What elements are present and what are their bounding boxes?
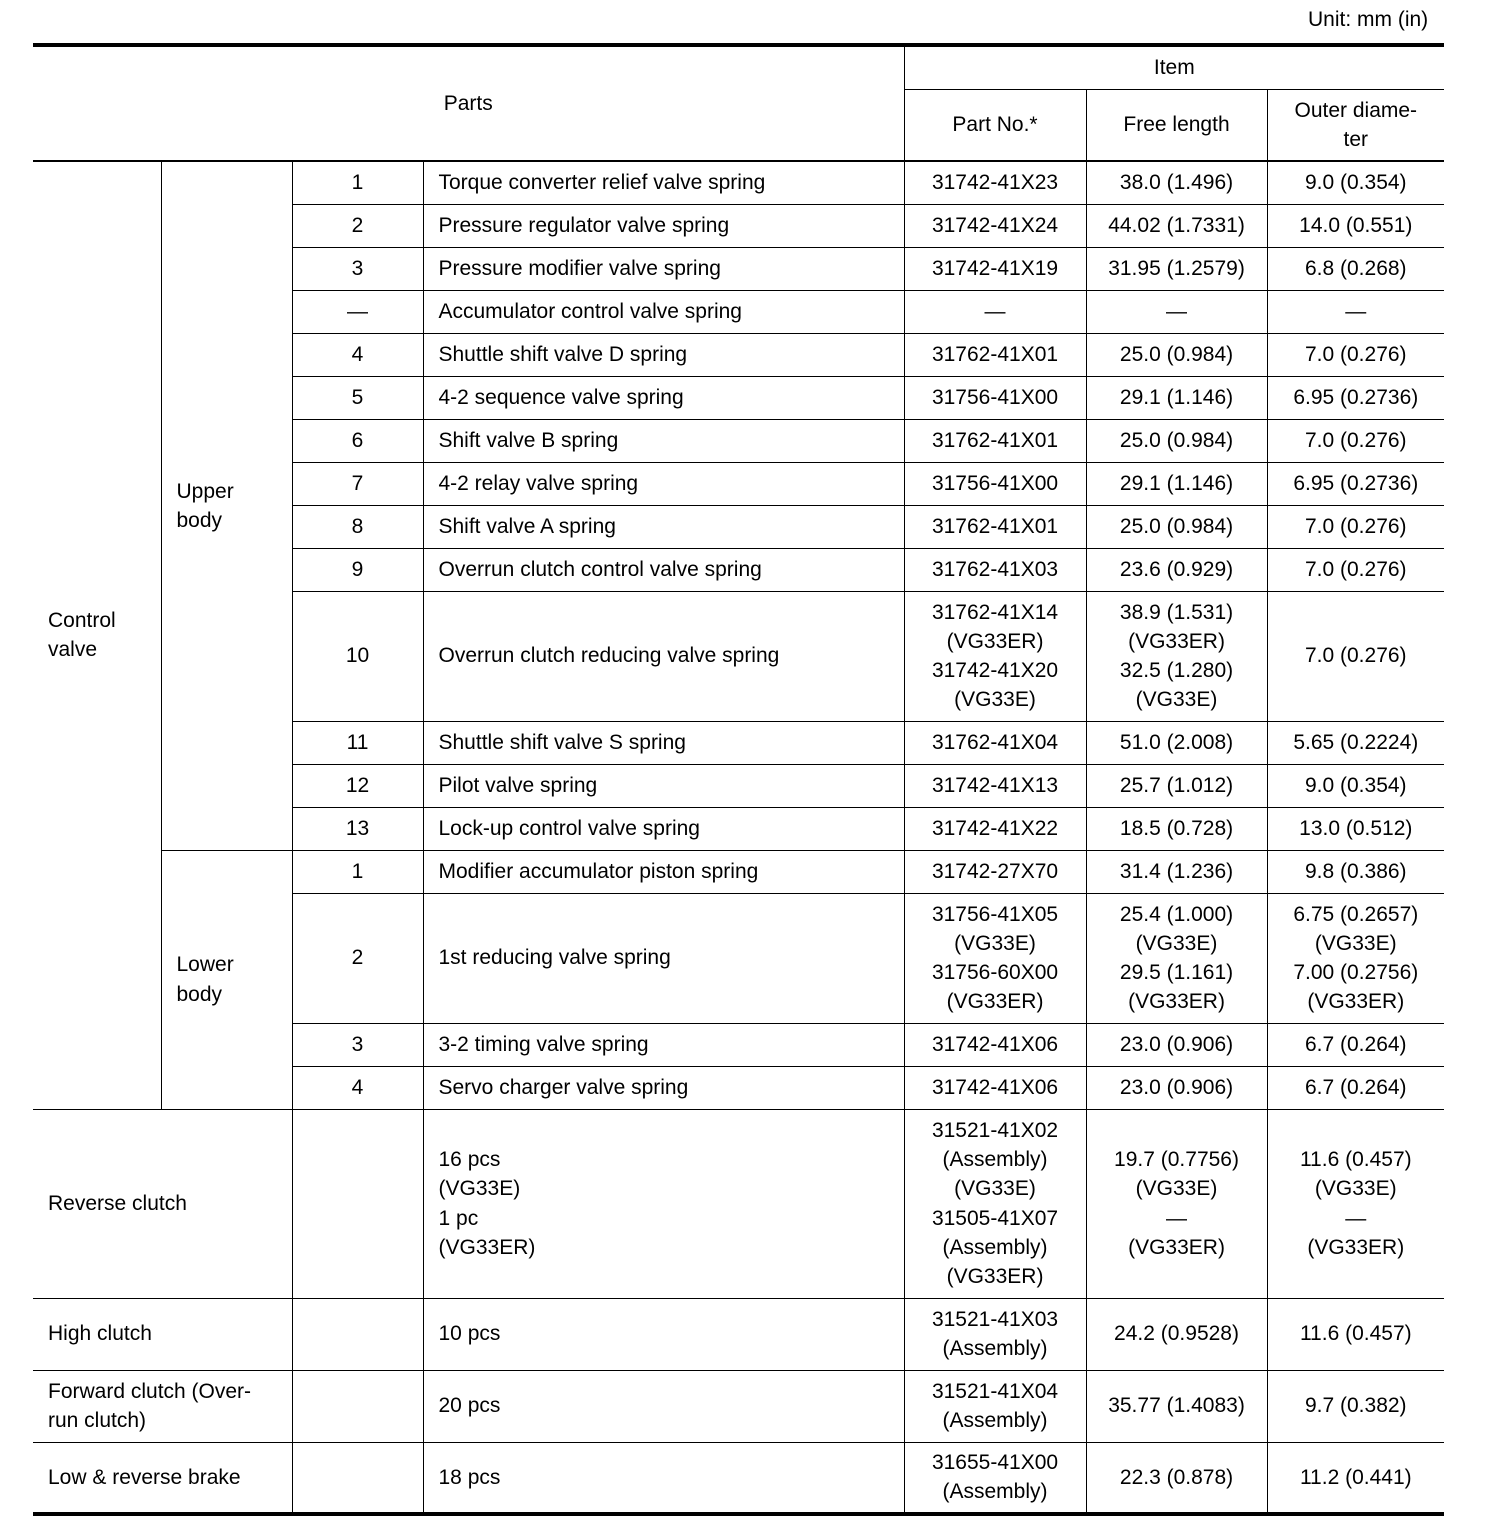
row-number: 1 — [292, 161, 423, 204]
row-number: 2 — [292, 204, 423, 247]
group-control-valve: Control valve — [33, 161, 161, 1109]
part-number: 31756-41X00 — [904, 376, 1086, 419]
outer-diameter: 6.95 (0.2736) — [1267, 376, 1444, 419]
free-length: 23.0 (0.906) — [1086, 1066, 1267, 1109]
quantity: 10 pcs — [423, 1298, 904, 1370]
part-name: Reverse clutch — [33, 1109, 292, 1298]
free-length: 29.1 (1.146) — [1086, 376, 1267, 419]
part-number: 31762-41X04 — [904, 721, 1086, 764]
part-name: Low & reverse brake — [33, 1442, 292, 1514]
row-number: 9 — [292, 548, 423, 591]
outer-diameter: 6.75 (0.2657) (VG33E) 7.00 (0.2756) (VG33ER) — [1267, 893, 1444, 1023]
part-name: Pressure modifier valve spring — [423, 247, 904, 290]
free-length: — — [1086, 290, 1267, 333]
part-number: 31762-41X01 — [904, 419, 1086, 462]
free-length: 38.0 (1.496) — [1086, 161, 1267, 204]
spring-spec-table — [33, 43, 1444, 1516]
row-number: 3 — [292, 1023, 423, 1066]
table-row — [33, 161, 1444, 204]
outer-diameter: 11.6 (0.457) — [1267, 1298, 1444, 1370]
part-name: Shuttle shift valve S spring — [423, 721, 904, 764]
outer-diameter: 6.7 (0.264) — [1267, 1023, 1444, 1066]
part-number: 31521-41X04 (Assembly) — [904, 1370, 1086, 1442]
part-number: 31742-41X22 — [904, 807, 1086, 850]
row-number: 8 — [292, 505, 423, 548]
row-number: 7 — [292, 462, 423, 505]
row-number: 13 — [292, 807, 423, 850]
table-row — [33, 1298, 1444, 1370]
part-name: Pressure regulator valve spring — [423, 204, 904, 247]
part-name: Shift valve B spring — [423, 419, 904, 462]
outer-diameter: 9.7 (0.382) — [1267, 1370, 1444, 1442]
free-length: 19.7 (0.7756) (VG33E) — (VG33ER) — [1086, 1109, 1267, 1298]
row-number: 12 — [292, 764, 423, 807]
free-length: 31.95 (1.2579) — [1086, 247, 1267, 290]
part-number: 31756-41X05 (VG33E) 31756-60X00 (VG33ER) — [904, 893, 1086, 1023]
part-name: Overrun clutch control valve spring — [423, 548, 904, 591]
part-number: 31655-41X00 (Assembly) — [904, 1442, 1086, 1514]
outer-diameter: 7.0 (0.276) — [1267, 591, 1444, 721]
outer-diameter: 9.8 (0.386) — [1267, 850, 1444, 893]
part-number: 31742-41X19 — [904, 247, 1086, 290]
part-number: 31742-41X24 — [904, 204, 1086, 247]
part-name: Pilot valve spring — [423, 764, 904, 807]
group-upper-body: Upper body — [161, 161, 292, 850]
quantity: 18 pcs — [423, 1442, 904, 1514]
part-number: 31742-41X23 — [904, 161, 1086, 204]
row-number: 10 — [292, 591, 423, 721]
free-length: 25.7 (1.012) — [1086, 764, 1267, 807]
free-length: 22.3 (0.878) — [1086, 1442, 1267, 1514]
free-length: 29.1 (1.146) — [1086, 462, 1267, 505]
row-number: 4 — [292, 333, 423, 376]
outer-diameter: 11.2 (0.441) — [1267, 1442, 1444, 1514]
part-name: High clutch — [33, 1298, 292, 1370]
empty-cell — [292, 1298, 423, 1370]
free-length: 44.02 (1.7331) — [1086, 204, 1267, 247]
free-length: 23.6 (0.929) — [1086, 548, 1267, 591]
outer-diameter: 6.8 (0.268) — [1267, 247, 1444, 290]
header-parts: Parts — [33, 45, 904, 161]
outer-diameter: 13.0 (0.512) — [1267, 807, 1444, 850]
part-number: 31762-41X01 — [904, 333, 1086, 376]
outer-diameter: 5.65 (0.2224) — [1267, 721, 1444, 764]
part-name: Forward clutch (Over- run clutch) — [33, 1370, 292, 1442]
table-row — [33, 1370, 1444, 1442]
part-name: 1st reducing valve spring — [423, 893, 904, 1023]
part-name: 3-2 timing valve spring — [423, 1023, 904, 1066]
part-name: Lock-up control valve spring — [423, 807, 904, 850]
free-length: 35.77 (1.4083) — [1086, 1370, 1267, 1442]
part-name: Accumulator control valve spring — [423, 290, 904, 333]
row-number: 1 — [292, 850, 423, 893]
table-row — [33, 1442, 1444, 1514]
free-length: 24.2 (0.9528) — [1086, 1298, 1267, 1370]
row-number: — — [292, 290, 423, 333]
outer-diameter: 9.0 (0.354) — [1267, 161, 1444, 204]
outer-diameter: 7.0 (0.276) — [1267, 505, 1444, 548]
part-name: Shuttle shift valve D spring — [423, 333, 904, 376]
part-name: Overrun clutch reducing valve spring — [423, 591, 904, 721]
part-number: 31762-41X14 (VG33ER) 31742-41X20 (VG33E) — [904, 591, 1086, 721]
row-number: 2 — [292, 893, 423, 1023]
part-number: 31756-41X00 — [904, 462, 1086, 505]
part-name: Shift valve A spring — [423, 505, 904, 548]
empty-cell — [292, 1109, 423, 1298]
header-outer-diameter: Outer diame- ter — [1267, 89, 1444, 161]
outer-diameter: 11.6 (0.457) (VG33E) — (VG33ER) — [1267, 1109, 1444, 1298]
outer-diameter: 7.0 (0.276) — [1267, 419, 1444, 462]
part-name: Modifier accumulator piston spring — [423, 850, 904, 893]
header-item: Item — [904, 45, 1444, 89]
part-number: 31762-41X01 — [904, 505, 1086, 548]
quantity: 20 pcs — [423, 1370, 904, 1442]
part-number: 31521-41X02 (Assembly) (VG33E) 31505-41X07 (Assembly) (VG33ER) — [904, 1109, 1086, 1298]
outer-diameter: 7.0 (0.276) — [1267, 333, 1444, 376]
row-number: 11 — [292, 721, 423, 764]
part-name: 4-2 sequence valve spring — [423, 376, 904, 419]
row-number: 3 — [292, 247, 423, 290]
free-length: 25.4 (1.000) (VG33E) 29.5 (1.161) (VG33ER) — [1086, 893, 1267, 1023]
free-length: 18.5 (0.728) — [1086, 807, 1267, 850]
quantity: 16 pcs (VG33E) 1 pc (VG33ER) — [423, 1109, 904, 1298]
outer-diameter: — — [1267, 290, 1444, 333]
free-length: 25.0 (0.984) — [1086, 505, 1267, 548]
part-number: 31742-41X06 — [904, 1066, 1086, 1109]
outer-diameter: 9.0 (0.354) — [1267, 764, 1444, 807]
empty-cell — [292, 1370, 423, 1442]
part-number: 31742-41X13 — [904, 764, 1086, 807]
free-length: 38.9 (1.531) (VG33ER) 32.5 (1.280) (VG33E) — [1086, 591, 1267, 721]
table-row — [33, 850, 1444, 893]
table-row — [33, 1109, 1444, 1298]
row-number: 4 — [292, 1066, 423, 1109]
part-name: Servo charger valve spring — [423, 1066, 904, 1109]
part-number: — — [904, 290, 1086, 333]
row-number: 5 — [292, 376, 423, 419]
part-name: Torque converter relief valve spring — [423, 161, 904, 204]
outer-diameter: 14.0 (0.551) — [1267, 204, 1444, 247]
unit-label: Unit: mm (in) — [1308, 8, 1429, 31]
empty-cell — [292, 1442, 423, 1514]
row-number: 6 — [292, 419, 423, 462]
outer-diameter: 6.95 (0.2736) — [1267, 462, 1444, 505]
group-lower-body: Lower body — [161, 850, 292, 1109]
header-free-length: Free length — [1086, 89, 1267, 161]
outer-diameter: 6.7 (0.264) — [1267, 1066, 1444, 1109]
table-body — [33, 161, 1444, 1514]
free-length: 25.0 (0.984) — [1086, 333, 1267, 376]
part-number: 31742-27X70 — [904, 850, 1086, 893]
part-number: 31521-41X03 (Assembly) — [904, 1298, 1086, 1370]
part-number: 31742-41X06 — [904, 1023, 1086, 1066]
outer-diameter: 7.0 (0.276) — [1267, 548, 1444, 591]
free-length: 25.0 (0.984) — [1086, 419, 1267, 462]
free-length: 51.0 (2.008) — [1086, 721, 1267, 764]
header-part-no: Part No.* — [904, 89, 1086, 161]
part-name: 4-2 relay valve spring — [423, 462, 904, 505]
free-length: 23.0 (0.906) — [1086, 1023, 1267, 1066]
free-length: 31.4 (1.236) — [1086, 850, 1267, 893]
part-number: 31762-41X03 — [904, 548, 1086, 591]
